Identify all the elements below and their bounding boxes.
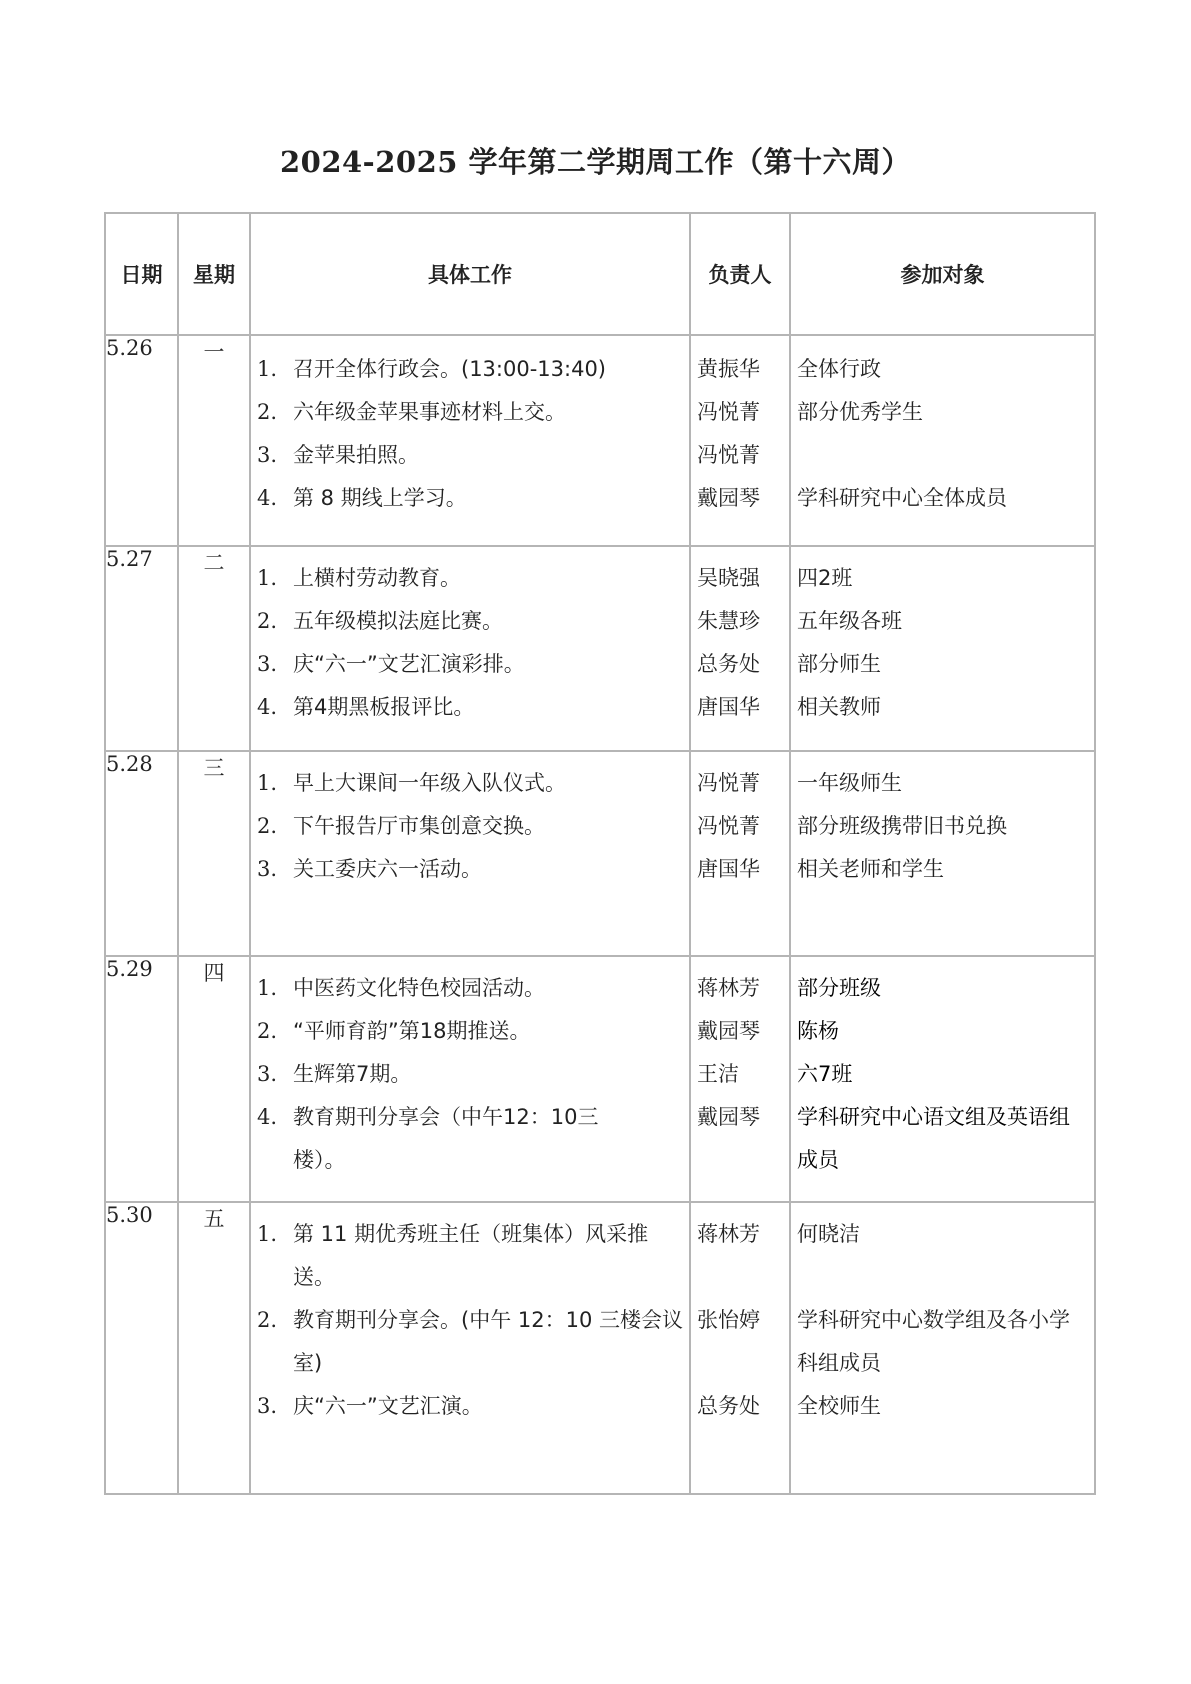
date-cell: 5.29 bbox=[105, 956, 178, 1202]
lead-name: 黄振华 bbox=[697, 357, 760, 381]
work-item: 2. “平师育韵”第18期推送。 bbox=[257, 1019, 531, 1043]
lead-name bbox=[691, 1256, 789, 1299]
header-row bbox=[105, 213, 1095, 335]
header-lead: 负责人 bbox=[690, 213, 790, 335]
work-item: 4. 第 8 期线上学习。 bbox=[257, 486, 467, 510]
lead-cell bbox=[690, 751, 790, 956]
table-row bbox=[105, 546, 1095, 751]
lead-name: 冯悦菁 bbox=[697, 814, 760, 838]
page-title: 2024-2025 学年第二学期周工作（第十六周） bbox=[279, 145, 912, 179]
work-item: 2. 六年级金苹果事迹材料上交。 bbox=[257, 400, 566, 424]
lead-name: 唐国华 bbox=[697, 857, 760, 881]
date-cell: 5.30 bbox=[105, 1202, 178, 1494]
participant-entry: 陈杨 bbox=[797, 1019, 839, 1043]
participant-entry: 全体行政 bbox=[797, 357, 881, 381]
lead-name: 唐国华 bbox=[697, 695, 760, 719]
table-row bbox=[105, 956, 1095, 1202]
participant-entry: 学科研究中心全体成员 bbox=[797, 486, 1007, 510]
participant-entry: 部分优秀学生 bbox=[797, 400, 923, 424]
work-item: 3. 关工委庆六一活动。 bbox=[257, 857, 482, 881]
participant-entry: 一年级师生 bbox=[797, 771, 902, 795]
lead-cell bbox=[690, 956, 790, 1202]
participant-entry: 六7班 bbox=[797, 1062, 853, 1086]
lead-cell bbox=[690, 335, 790, 546]
lead-name: 戴园琴 bbox=[697, 486, 760, 510]
participants-cell bbox=[790, 335, 1095, 546]
participants-cell bbox=[790, 1202, 1095, 1494]
participant-entry bbox=[791, 434, 1094, 477]
lead-name: 冯悦菁 bbox=[697, 771, 760, 795]
participant-entry: 四2班 bbox=[797, 566, 853, 590]
lead-name: 冯悦菁 bbox=[697, 443, 760, 467]
lead-cell bbox=[690, 546, 790, 751]
lead-cell bbox=[690, 1202, 790, 1494]
lead-name: 总务处 bbox=[697, 652, 760, 676]
date-cell: 5.27 bbox=[105, 546, 178, 751]
work-item: 4. 教育期刊分享会（中午12：10三楼）。 bbox=[257, 1105, 599, 1172]
table-row bbox=[105, 751, 1095, 956]
participant-entry: 学科研究中心语文组及英语组成员 bbox=[797, 1105, 1070, 1172]
work-item: 3. 生辉第7期。 bbox=[257, 1062, 412, 1086]
work-item: 2. 教育期刊分享会。(中午 12：10 三楼会议室) bbox=[257, 1308, 683, 1375]
lead-name: 蒋林芳 bbox=[697, 1222, 760, 1246]
day-cell: 一 bbox=[178, 335, 250, 546]
work-cell bbox=[250, 335, 690, 546]
participant-entry: 部分班级 bbox=[797, 976, 881, 1000]
work-item: 2. 下午报告厅市集创意交换。 bbox=[257, 814, 545, 838]
work-cell bbox=[250, 546, 690, 751]
participant-entry: 部分班级携带旧书兑换 bbox=[797, 814, 1007, 838]
table-row bbox=[105, 335, 1095, 546]
lead-name: 吴晓强 bbox=[697, 566, 760, 590]
participant-entry: 五年级各班 bbox=[797, 609, 902, 633]
participants-cell bbox=[790, 956, 1095, 1202]
work-cell bbox=[250, 956, 690, 1202]
work-item: 3. 庆“六一”文艺汇演。 bbox=[257, 1394, 483, 1418]
lead-name: 总务处 bbox=[697, 1394, 760, 1418]
participant-entry bbox=[791, 1256, 1094, 1299]
participant-entry: 何晓洁 bbox=[797, 1222, 860, 1246]
header-date: 日期 bbox=[105, 213, 178, 335]
day-cell: 三 bbox=[178, 751, 250, 956]
work-item: 4. 第4期黑板报评比。 bbox=[257, 695, 475, 719]
work-item: 2. 五年级模拟法庭比赛。 bbox=[257, 609, 503, 633]
work-item: 1. 上横村劳动教育。 bbox=[257, 566, 461, 590]
lead-name: 张怡婷 bbox=[697, 1308, 760, 1332]
lead-name: 朱慧珍 bbox=[697, 609, 760, 633]
participant-entry: 全校师生 bbox=[797, 1394, 881, 1418]
day-cell: 五 bbox=[178, 1202, 250, 1494]
header-participants: 参加对象 bbox=[790, 213, 1095, 335]
participant-entry: 相关教师 bbox=[797, 695, 881, 719]
lead-name: 冯悦菁 bbox=[697, 400, 760, 424]
work-cell bbox=[250, 751, 690, 956]
participants-cell bbox=[790, 546, 1095, 751]
work-cell bbox=[250, 1202, 690, 1494]
day-cell: 四 bbox=[178, 956, 250, 1202]
work-item: 1. 召开全体行政会。(13:00-13:40) bbox=[257, 357, 606, 381]
table-row bbox=[105, 1202, 1095, 1494]
day-cell: 二 bbox=[178, 546, 250, 751]
lead-name bbox=[691, 1342, 789, 1385]
work-item: 1. 早上大课间一年级入队仪式。 bbox=[257, 771, 566, 795]
participant-entry: 学科研究中心数学组及各小学科组成员 bbox=[797, 1308, 1070, 1375]
participant-entry: 相关老师和学生 bbox=[797, 857, 944, 881]
header-work: 具体工作 bbox=[250, 213, 690, 335]
participant-entry: 部分师生 bbox=[797, 652, 881, 676]
work-item: 3. 金苹果拍照。 bbox=[257, 443, 419, 467]
lead-name: 戴园琴 bbox=[697, 1105, 760, 1129]
lead-name: 蒋林芳 bbox=[697, 976, 760, 1000]
work-item: 3. 庆“六一”文艺汇演彩排。 bbox=[257, 652, 525, 676]
date-cell: 5.28 bbox=[105, 751, 178, 956]
date-cell: 5.26 bbox=[105, 335, 178, 546]
work-item: 1. 第 11 期优秀班主任（班集体）风采推送。 bbox=[257, 1222, 649, 1289]
participants-cell bbox=[790, 751, 1095, 956]
lead-name: 王洁 bbox=[697, 1062, 739, 1086]
work-item: 1. 中医药文化特色校园活动。 bbox=[257, 976, 545, 1000]
header-day: 星期 bbox=[178, 213, 250, 335]
weekly-schedule-table bbox=[104, 212, 1096, 1495]
lead-name: 戴园琴 bbox=[697, 1019, 760, 1043]
